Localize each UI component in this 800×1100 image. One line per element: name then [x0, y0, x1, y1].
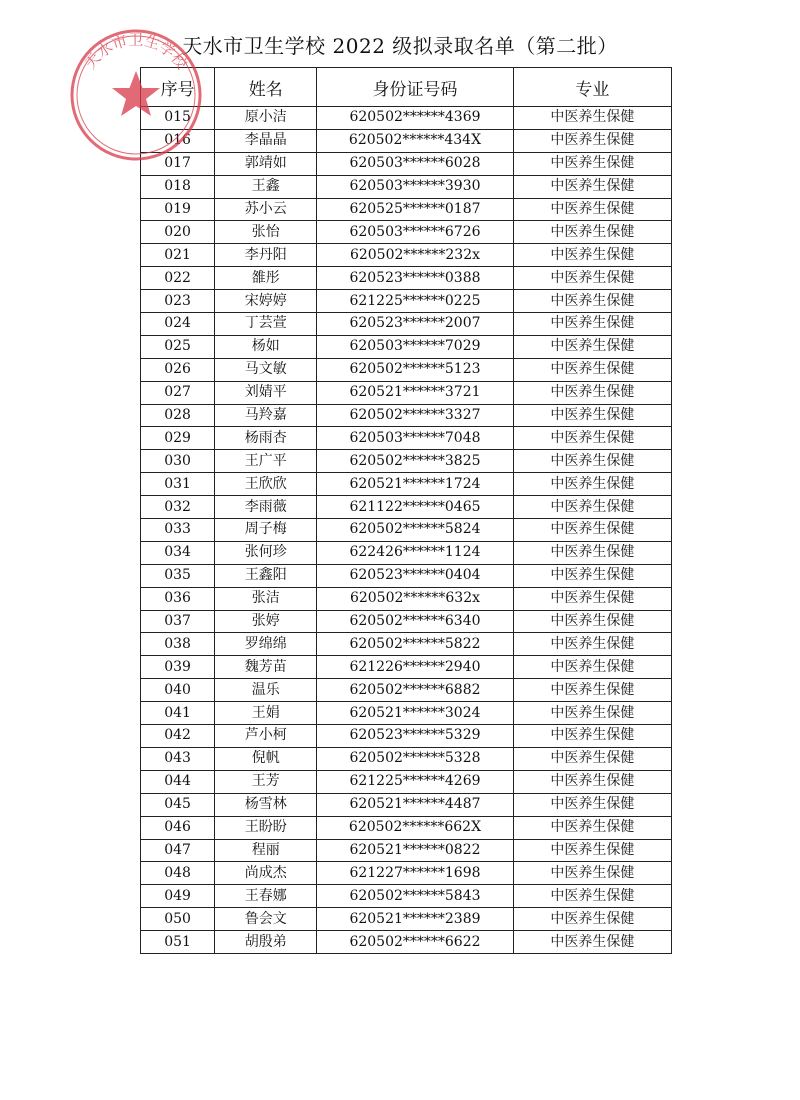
cell-major: 中医养生保健 [513, 885, 671, 908]
table-row [141, 267, 672, 290]
table-row [141, 152, 672, 175]
cell-id-number: 620521******1724 [317, 473, 513, 496]
cell-major: 中医养生保健 [513, 564, 671, 587]
cell-no: 032 [141, 496, 215, 519]
page-title: 天水市卫生学校 2022 级拟录取名单（第二批） [182, 34, 618, 58]
table-row [141, 107, 672, 130]
table-row [141, 679, 672, 702]
cell-major: 中医养生保健 [513, 816, 671, 839]
table-row [141, 747, 672, 770]
cell-no: 051 [141, 931, 215, 954]
cell-major: 中医养生保健 [513, 335, 671, 358]
cell-major: 中医养生保健 [513, 587, 671, 610]
cell-no: 040 [141, 679, 215, 702]
cell-no: 035 [141, 564, 215, 587]
cell-name: 王鑫 [215, 175, 317, 198]
table-row [141, 908, 672, 931]
cell-name: 周子梅 [215, 519, 317, 542]
cell-name: 倪帆 [215, 747, 317, 770]
cell-id-number: 620502******4369 [317, 107, 513, 130]
cell-no: 021 [141, 244, 215, 267]
cell-major: 中医养生保健 [513, 404, 671, 427]
cell-major: 中医养生保健 [513, 839, 671, 862]
cell-id-number: 620503******3930 [317, 175, 513, 198]
cell-no: 048 [141, 862, 215, 885]
cell-name: 魏芳苗 [215, 656, 317, 679]
cell-major: 中医养生保健 [513, 519, 671, 542]
cell-name: 郭靖如 [215, 152, 317, 175]
table-row [141, 816, 672, 839]
cell-id-number: 620523******5329 [317, 725, 513, 748]
table-row [141, 793, 672, 816]
cell-no: 039 [141, 656, 215, 679]
cell-major: 中医养生保健 [513, 175, 671, 198]
cell-name: 李晶晶 [215, 129, 317, 152]
cell-name: 张洁 [215, 587, 317, 610]
cell-major: 中医养生保健 [513, 679, 671, 702]
cell-name: 王春娜 [215, 885, 317, 908]
cell-name: 丁芸萱 [215, 313, 317, 336]
cell-id-number: 620523******0404 [317, 564, 513, 587]
cell-name: 王鑫阳 [215, 564, 317, 587]
cell-name: 尚成杰 [215, 862, 317, 885]
table-row [141, 313, 672, 336]
cell-id-number: 621225******0225 [317, 290, 513, 313]
table-row [141, 221, 672, 244]
cell-no: 034 [141, 541, 215, 564]
cell-no: 049 [141, 885, 215, 908]
cell-name: 原小洁 [215, 107, 317, 130]
cell-major: 中医养生保健 [513, 267, 671, 290]
table-row [141, 610, 672, 633]
cell-major: 中医养生保健 [513, 107, 671, 130]
cell-name: 马羚嘉 [215, 404, 317, 427]
cell-major: 中医养生保健 [513, 290, 671, 313]
cell-no: 016 [141, 129, 215, 152]
header-major: 专业 [513, 68, 671, 107]
cell-major: 中医养生保健 [513, 496, 671, 519]
cell-name: 程丽 [215, 839, 317, 862]
cell-major: 中医养生保健 [513, 633, 671, 656]
cell-id-number: 620503******6726 [317, 221, 513, 244]
cell-major: 中医养生保健 [513, 725, 671, 748]
cell-major: 中医养生保健 [513, 381, 671, 404]
cell-name: 李雨薇 [215, 496, 317, 519]
cell-id-number: 620502******232x [317, 244, 513, 267]
table-row [141, 656, 672, 679]
cell-id-number: 620502******6340 [317, 610, 513, 633]
cell-no: 029 [141, 427, 215, 450]
header-name: 姓名 [215, 68, 317, 107]
cell-no: 025 [141, 335, 215, 358]
cell-major: 中医养生保健 [513, 862, 671, 885]
cell-no: 023 [141, 290, 215, 313]
cell-id-number: 620521******4487 [317, 793, 513, 816]
cell-id-number: 621225******4269 [317, 770, 513, 793]
cell-id-number: 620502******5824 [317, 519, 513, 542]
table-body [141, 107, 672, 954]
cell-name: 王广平 [215, 450, 317, 473]
cell-no: 022 [141, 267, 215, 290]
cell-id-number: 620502******5123 [317, 358, 513, 381]
cell-id-number: 620502******3327 [317, 404, 513, 427]
table-row [141, 885, 672, 908]
table-row [141, 725, 672, 748]
table-row [141, 587, 672, 610]
cell-no: 026 [141, 358, 215, 381]
cell-major: 中医养生保健 [513, 908, 671, 931]
cell-id-number: 620523******2007 [317, 313, 513, 336]
cell-major: 中医养生保健 [513, 427, 671, 450]
table-row [141, 839, 672, 862]
admission-table [140, 67, 672, 954]
cell-no: 046 [141, 816, 215, 839]
cell-id-number: 620502******6882 [317, 679, 513, 702]
cell-id-number: 620502******632x [317, 587, 513, 610]
cell-major: 中医养生保健 [513, 610, 671, 633]
cell-id-number: 620523******0388 [317, 267, 513, 290]
cell-no: 033 [141, 519, 215, 542]
cell-id-number: 620502******3825 [317, 450, 513, 473]
cell-name: 刘婧平 [215, 381, 317, 404]
cell-name: 王芳 [215, 770, 317, 793]
cell-name: 胡殷弟 [215, 931, 317, 954]
cell-id-number: 620503******7048 [317, 427, 513, 450]
cell-id-number: 620521******0822 [317, 839, 513, 862]
cell-major: 中医养生保健 [513, 747, 671, 770]
header-id: 身份证号码 [317, 68, 513, 107]
cell-major: 中医养生保健 [513, 313, 671, 336]
table-row [141, 450, 672, 473]
table-row [141, 496, 672, 519]
cell-id-number: 622426******1124 [317, 541, 513, 564]
cell-name: 鲁会文 [215, 908, 317, 931]
cell-no: 024 [141, 313, 215, 336]
cell-name: 王娟 [215, 702, 317, 725]
cell-id-number: 620502******5328 [317, 747, 513, 770]
table-row [141, 404, 672, 427]
table-row [141, 381, 672, 404]
table-row [141, 473, 672, 496]
table-row [141, 862, 672, 885]
cell-no: 041 [141, 702, 215, 725]
cell-name: 马文敏 [215, 358, 317, 381]
cell-major: 中医养生保健 [513, 541, 671, 564]
table-row [141, 633, 672, 656]
table-row [141, 564, 672, 587]
cell-name: 芦小柯 [215, 725, 317, 748]
cell-major: 中医养生保健 [513, 931, 671, 954]
cell-no: 043 [141, 747, 215, 770]
table-row [141, 427, 672, 450]
cell-name: 张何珍 [215, 541, 317, 564]
table-row [141, 519, 672, 542]
cell-name: 雒彤 [215, 267, 317, 290]
cell-no: 050 [141, 908, 215, 931]
cell-id-number: 620525******0187 [317, 198, 513, 221]
cell-id-number: 620502******5822 [317, 633, 513, 656]
cell-id-number: 621227******1698 [317, 862, 513, 885]
cell-major: 中医养生保健 [513, 244, 671, 267]
cell-name: 张怡 [215, 221, 317, 244]
cell-name: 杨雨杏 [215, 427, 317, 450]
cell-no: 031 [141, 473, 215, 496]
table-row [141, 770, 672, 793]
cell-id-number: 620503******6028 [317, 152, 513, 175]
table-row [141, 244, 672, 267]
cell-no: 027 [141, 381, 215, 404]
cell-major: 中医养生保健 [513, 198, 671, 221]
table-row [141, 335, 672, 358]
cell-no: 038 [141, 633, 215, 656]
cell-name: 王盼盼 [215, 816, 317, 839]
cell-no: 030 [141, 450, 215, 473]
cell-no: 015 [141, 107, 215, 130]
table-row [141, 931, 672, 954]
cell-major: 中医养生保健 [513, 152, 671, 175]
cell-no: 019 [141, 198, 215, 221]
cell-no: 017 [141, 152, 215, 175]
cell-id-number: 620521******2389 [317, 908, 513, 931]
cell-id-number: 621122******0465 [317, 496, 513, 519]
cell-id-number: 620502******434X [317, 129, 513, 152]
seal-text: 天水市卫生学校 [81, 30, 191, 73]
cell-major: 中医养生保健 [513, 702, 671, 725]
cell-major: 中医养生保健 [513, 656, 671, 679]
cell-no: 028 [141, 404, 215, 427]
cell-no: 045 [141, 793, 215, 816]
cell-name: 苏小云 [215, 198, 317, 221]
cell-name: 罗绵绵 [215, 633, 317, 656]
cell-major: 中医养生保健 [513, 473, 671, 496]
cell-id-number: 620502******662X [317, 816, 513, 839]
cell-id-number: 620521******3721 [317, 381, 513, 404]
table-row [141, 175, 672, 198]
table-row [141, 198, 672, 221]
cell-no: 036 [141, 587, 215, 610]
cell-no: 037 [141, 610, 215, 633]
cell-id-number: 620503******7029 [317, 335, 513, 358]
cell-id-number: 620502******5843 [317, 885, 513, 908]
cell-name: 杨雪林 [215, 793, 317, 816]
table-row [141, 358, 672, 381]
cell-name: 温乐 [215, 679, 317, 702]
cell-major: 中医养生保健 [513, 793, 671, 816]
cell-major: 中医养生保健 [513, 770, 671, 793]
cell-id-number: 620521******3024 [317, 702, 513, 725]
cell-name: 杨如 [215, 335, 317, 358]
cell-no: 047 [141, 839, 215, 862]
cell-no: 044 [141, 770, 215, 793]
cell-id-number: 620502******6622 [317, 931, 513, 954]
cell-major: 中医养生保健 [513, 129, 671, 152]
table-row [141, 290, 672, 313]
table-row [141, 541, 672, 564]
table-row [141, 129, 672, 152]
cell-name: 宋婷婷 [215, 290, 317, 313]
cell-name: 李丹阳 [215, 244, 317, 267]
header-no: 序号 [141, 68, 215, 107]
cell-no: 020 [141, 221, 215, 244]
cell-no: 018 [141, 175, 215, 198]
cell-major: 中医养生保健 [513, 358, 671, 381]
cell-no: 042 [141, 725, 215, 748]
cell-id-number: 621226******2940 [317, 656, 513, 679]
cell-major: 中医养生保健 [513, 450, 671, 473]
cell-name: 张婷 [215, 610, 317, 633]
cell-name: 王欣欣 [215, 473, 317, 496]
cell-major: 中医养生保健 [513, 221, 671, 244]
table-header-row [141, 68, 672, 107]
table-row [141, 702, 672, 725]
